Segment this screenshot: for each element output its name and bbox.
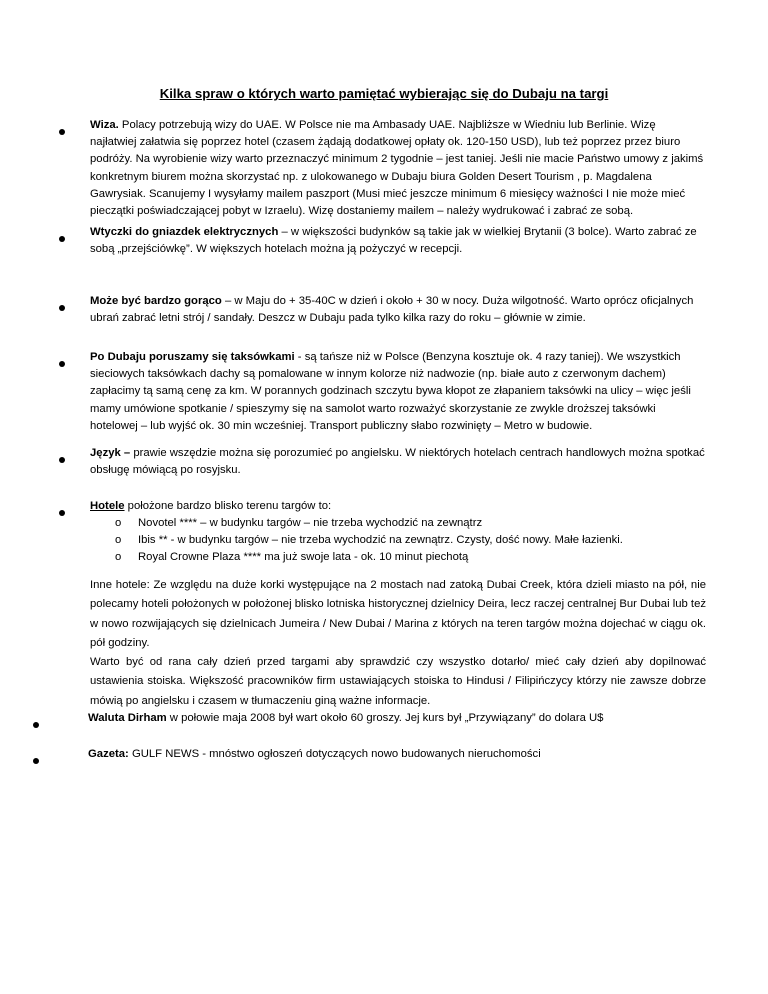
item-text: – w Maju do + 35-40C w dzień i około + 30 w nocy. Duża wilgotność. Warto oprócz oficjalnych ubrań zabrać letni strój / sandały. Deszcz w Dubaju pada tylko kilka razy do roku – głównie w zimie. [90, 295, 694, 325]
item-text: prawie wszędzie można się porozumieć po angielsku. W niektórych hotelach centrach handlowych można spotkać obsługę mówiącą po rosyjsku. [90, 447, 705, 477]
list-item-taksowki [90, 349, 705, 435]
bullet [59, 510, 65, 516]
sub-bullet: o [115, 534, 122, 546]
hotel-text: Novotel **** – w budynku targów – nie trzeba wychodzić na zewnątrz [138, 517, 483, 529]
list-item-wiza [90, 117, 705, 220]
sub-bullet: o [115, 517, 122, 529]
item-text: - są tańsze niż w Polsce (Benzyna kosztuje ok. 4 razy taniej). We wszystkich sieciowych taksówkach dachy są pomalowane w innym kolorze niż nadwozie (np. białe auto z czerwonym dachem) zapłacimy tą samą cenę za km. W porannych godzinach szczytu bywa kłopot ze złapaniem taksówki na ulicy – więc jeśli mamy umówione spotkanie / spieszymy się na samolot warto rozważyć skorzystanie ze zwykle droższej taksówki hotelowej – lub wyjść ok. 30 min wcześniej. Transport publiczny słabo rozwinięty – Metro w budowie. [90, 351, 691, 432]
item-label: Gazeta: [88, 748, 129, 760]
bullet [59, 236, 65, 242]
hotel-text: Ibis ** - w budynku targów – nie trzeba wychodzić na zewnątrz. Czysty, dość nowy. Małe łazienki. [138, 534, 623, 546]
item-text: – w większości budynków są takie jak w wielkiej Brytanii (3 bolce). Warto zabrać ze sobą „przejściówkę”. W większych hotelach można ją pożyczyć w recepcji. [90, 226, 697, 256]
paragraph-warto-byc: Warto być od rana cały dzień przed targami aby sprawdzić czy wszystko dotarło/ mieć cały dzień aby dopilnować ustawienia stoiska. Większość pracowników firm ustawiających stoiska to Hindusi / Filipińczycy którzy nie zawsze dobrze mówią po angielsku i czasem w tłumaczeniu giną ważne informacje. [90, 656, 706, 707]
item-text: położone bardzo blisko terenu targów to: [124, 500, 332, 512]
list-item-gazeta [88, 746, 703, 763]
bullet [59, 457, 65, 463]
bullet [59, 129, 65, 135]
item-label: Waluta Dirham [88, 712, 167, 724]
bullet [33, 758, 39, 764]
page-title: Kilka spraw o których warto pamiętać wybierając się do Dubaju na targi [159, 86, 609, 101]
list-item-goraco [90, 293, 705, 327]
bullet [33, 722, 39, 728]
list-item-hotele [90, 498, 705, 515]
list-item-jezyk [90, 445, 705, 479]
bullet [59, 305, 65, 311]
item-text: w połowie maja 2008 był wart około 60 groszy. Jej kurs był „Przywiązany” do dolara U$ [166, 712, 604, 724]
list-item-waluta [88, 710, 703, 727]
hotel-text: Royal Crowne Plaza **** ma już swoje lata - ok. 10 minut piechotą [138, 551, 469, 563]
item-label: Może być bardzo gorąco [90, 295, 222, 307]
item-label: Hotele [90, 500, 125, 512]
paragraph-inne-hotele: Inne hotele: Ze względu na duże korki występujące na 2 mostach nad zatoką Dubai Creek, która dzieli miasto na pół, nie polecamy hoteli położonych w położonej blisko lotniska historycznej dzielnicy Deira, lecz raczej centralnej Bur Dubai lub też w nowo rozwijających się dzielnicach Jumeira / New Dubai / Marina z których na teren targów można dojechać w ciągu ok. pół godziny. [90, 579, 706, 649]
item-label: Po Dubaju poruszamy się taksówkami [90, 351, 295, 363]
item-label: Język – [90, 447, 131, 459]
item-text: Polacy potrzebują wizy do UAE. W Polsce nie ma Ambasady UAE. Najbliższe w Wiedniu lub Berlinie. Wizę najłatwiej załatwia się poprzez hotel (czasem żądają dodatkowej opłaty ok. 120-150 USD), lub też poprzez przez biuro podróży. Na wyrobienie wizy warto przeznaczyć minimum 2 tygodnie – jest taniej. Jeśli nie macie Państwo umowy z jakimś konkretnym biurem można skorzystać np. z ulokowanego w Dubaju biura Golden Desert Tourism , p. Magdalena Gawrysiak. Scanujemy I wysyłamy mailem paszport (Musi mieć jeszcze minimum 6 miesięcy ważności I nie może mieć pieczątki poświadczającej pobyt w Izraelu). Wizę dostaniemy mailem – należy wydrukować i zabrać ze sobą. [90, 119, 704, 218]
list-item-wtyczki [90, 224, 705, 258]
sub-bullet: o [115, 551, 122, 563]
item-label: Wtyczki do gniazdek elektrycznych [90, 226, 279, 238]
item-text: GULF NEWS - mnóstwo ogłoszeń dotyczących nowo budowanych nieruchomości [128, 748, 541, 760]
bullet [59, 361, 65, 367]
item-label: Wiza. [90, 119, 119, 131]
